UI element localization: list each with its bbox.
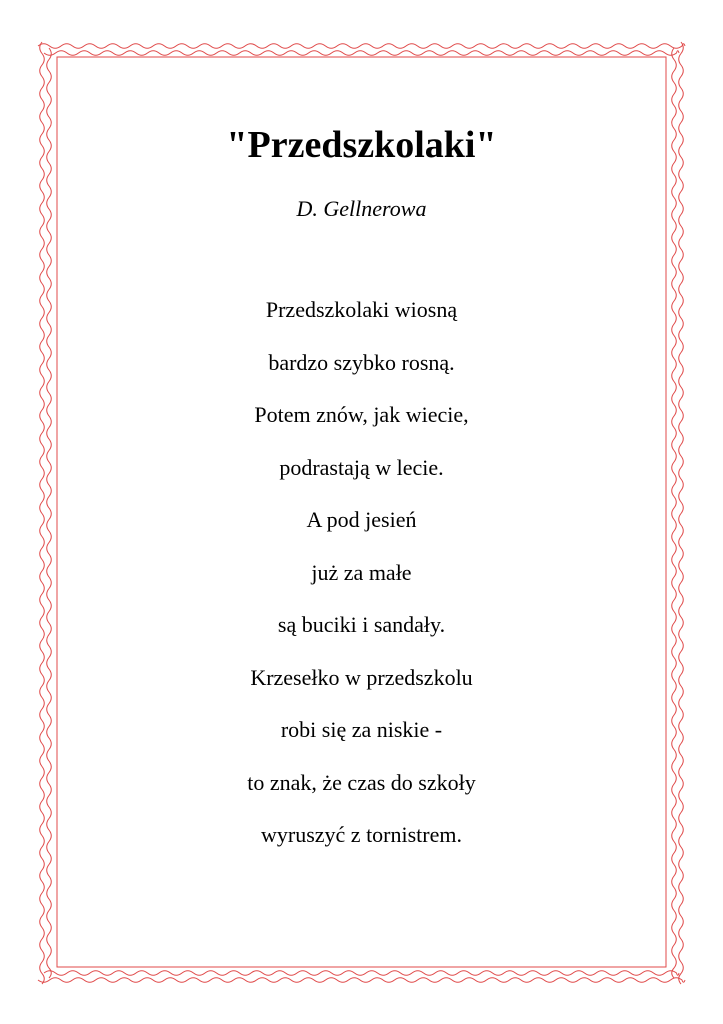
border-bottom-wave-outer	[38, 978, 685, 983]
poem-line: podrastają w lecie.	[279, 454, 444, 480]
border-top-wave-inner	[44, 51, 679, 56]
poem-line: bardzo szybko rosną.	[268, 349, 455, 375]
border-bottom-wave-inner	[44, 971, 679, 976]
poem-title: "Przedszkolaki"	[226, 124, 497, 166]
poem-line: A pod jesień	[306, 507, 417, 532]
border-left-wave-outer	[40, 42, 45, 984]
poem-line: są buciki i sandały.	[277, 612, 446, 637]
border-top-wave-outer	[38, 44, 685, 49]
border-left-wave-inner	[47, 48, 52, 978]
poem-line: wyruszyć z tornistrem.	[261, 822, 462, 847]
poem-line: Przedszkolaki wiosną	[265, 297, 458, 322]
poem-line: już za małe	[311, 559, 412, 585]
poem-line: robi się za niskie -	[280, 717, 443, 742]
border-right-wave-outer	[679, 42, 684, 984]
border-right-wave-inner	[672, 48, 677, 978]
poem-line: Krzesełko w przedszkolu	[250, 664, 473, 690]
poem-line: Potem znów, jak wiecie,	[254, 402, 469, 427]
poem-body	[60, 296, 663, 874]
poem-author: D. Gellnerowa	[296, 196, 427, 221]
poem-line: to znak, że czas do szkoły	[247, 769, 476, 795]
